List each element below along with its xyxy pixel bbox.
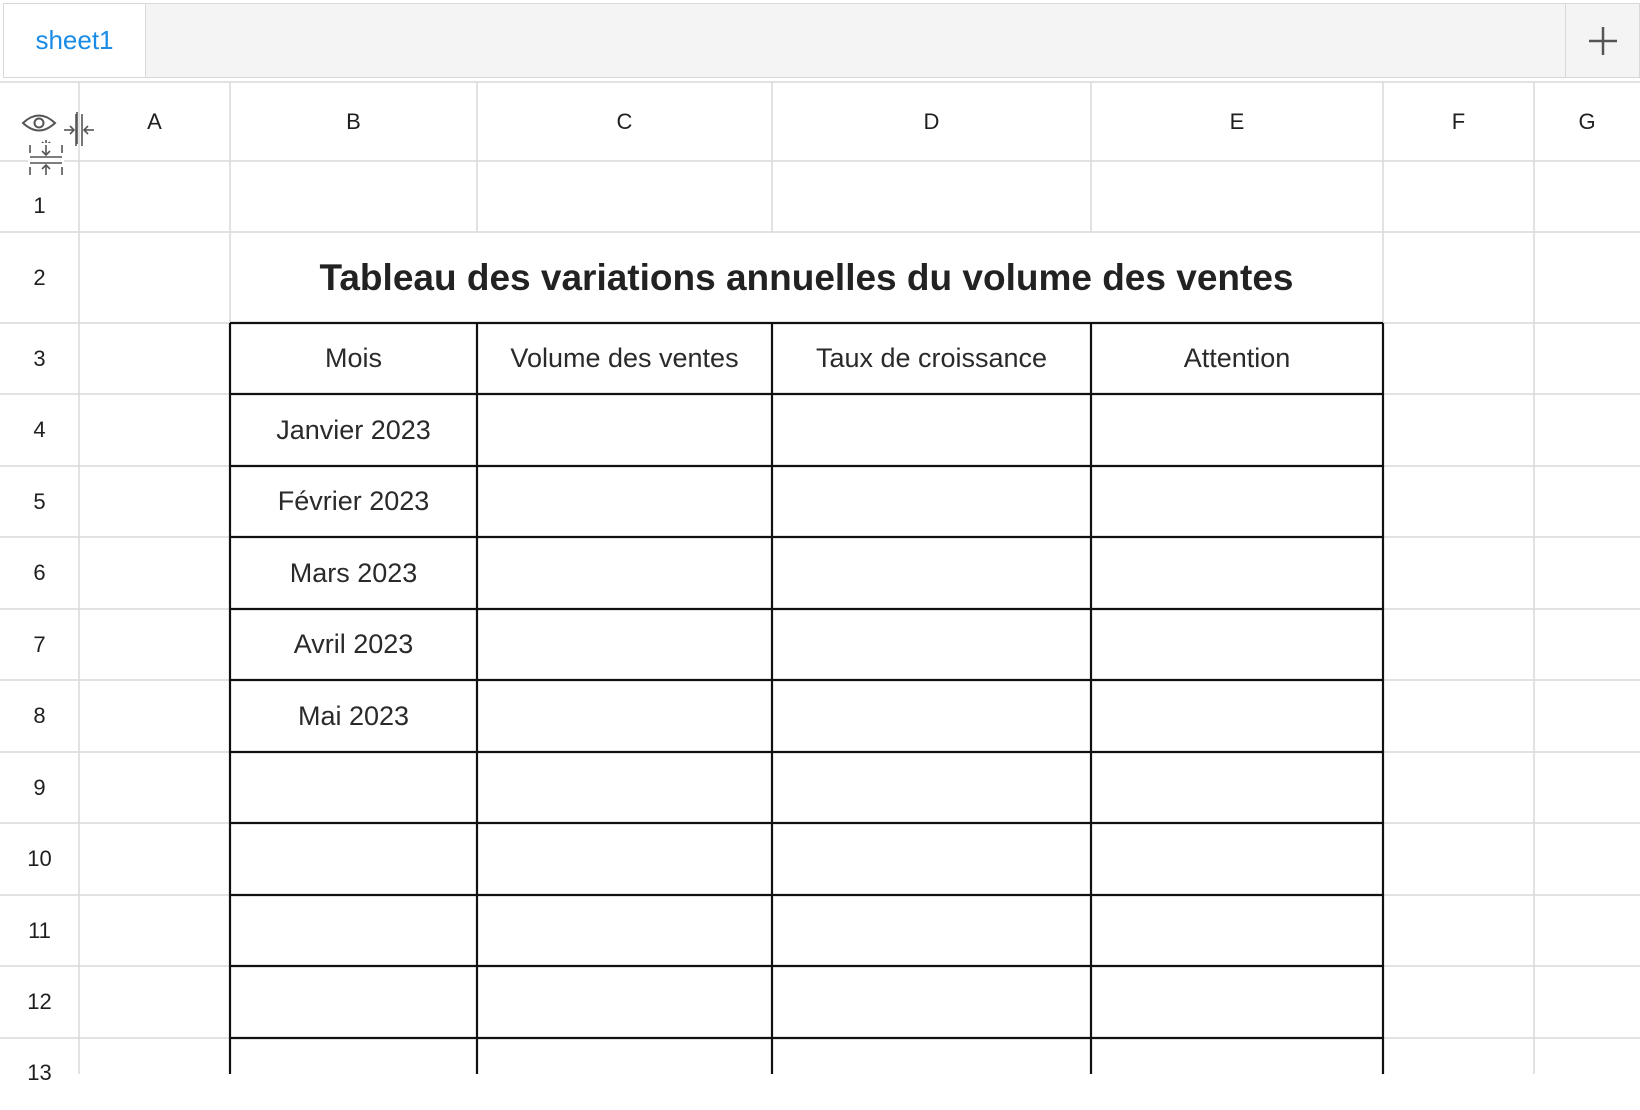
column-header-c[interactable]: C [616,108,633,134]
header-cell-volume[interactable]: Volume des ventes [510,343,739,373]
row-header-12[interactable]: 12 [27,989,52,1014]
table-title[interactable]: Tableau des variations annuelles du volume des ventes [319,256,1294,298]
row-header-2[interactable]: 2 [33,264,46,290]
month-cell[interactable]: Avril 2023 [293,629,414,659]
month-cell[interactable]: Mars 2023 [289,557,418,588]
month-cell[interactable]: Février 2023 [277,486,430,516]
row-header-5[interactable]: 5 [33,488,46,514]
row-header-7[interactable]: 7 [33,631,46,657]
row-header-6[interactable]: 6 [33,560,46,585]
row-header-3[interactable]: 3 [33,345,46,371]
row-header-8[interactable]: 8 [33,703,46,728]
column-header-f[interactable]: F [1451,108,1466,134]
column-header-a[interactable]: A [147,108,162,134]
header-cell-taux[interactable]: Taux de croissance [815,343,1048,373]
column-header-d[interactable]: D [923,108,940,134]
header-cell-attention[interactable]: Attention [1183,343,1291,373]
column-header-e[interactable]: E [1229,108,1245,134]
row-header-9[interactable]: 9 [33,774,46,800]
tab-sheet1[interactable]: sheet1 [4,4,146,77]
row-header-13[interactable]: 13 [27,1060,52,1085]
month-cell[interactable]: Mai 2023 [297,700,410,731]
column-header-b[interactable]: B [346,108,361,134]
row-header-4[interactable]: 4 [33,417,46,442]
column-header-g[interactable]: G [1578,108,1596,134]
row-header-10[interactable]: 10 [27,846,52,871]
eye-icon[interactable] [23,116,55,131]
header-cell-mois[interactable]: Mois [324,343,382,373]
month-cell[interactable]: Janvier 2023 [276,414,431,445]
row-header-1[interactable]: 1 [33,192,46,218]
row-header-11[interactable]: 11 [28,917,51,943]
